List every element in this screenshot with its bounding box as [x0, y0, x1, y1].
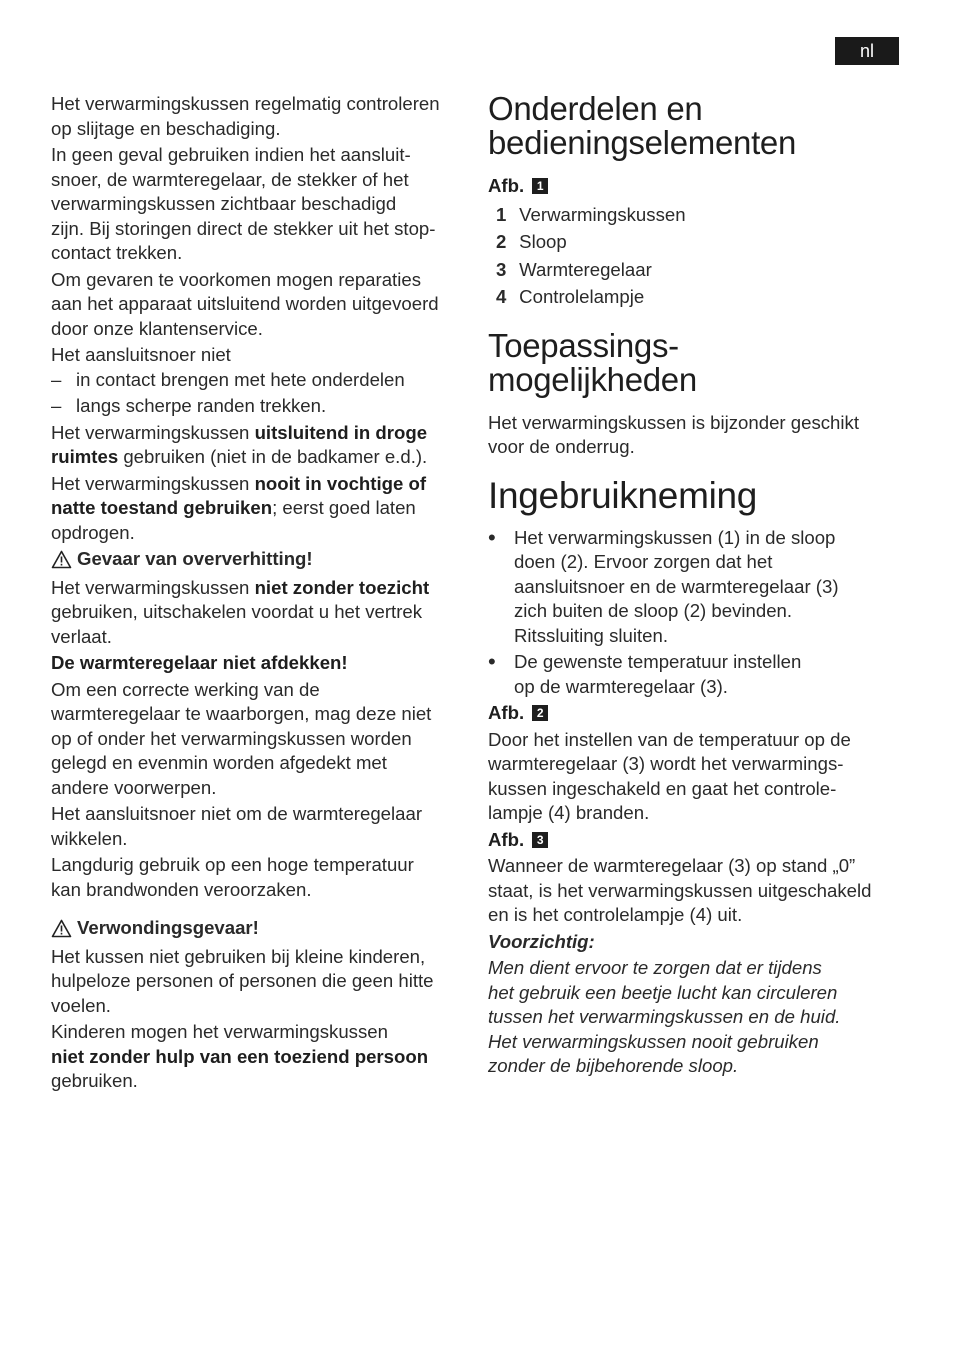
warning-text: Gevaar van oververhitting!	[77, 548, 313, 569]
paragraph-correct-operation	[51, 678, 466, 801]
warning-injury	[51, 916, 466, 941]
text-line: Ritssluiting sluiten.	[514, 624, 668, 646]
heading-commissioning: Ingebruikneming	[488, 474, 758, 516]
text-line: wikkelen.	[51, 827, 128, 849]
heading-line: bedieningselementen	[488, 124, 797, 161]
list-item	[488, 526, 898, 649]
list-item	[488, 258, 898, 283]
list-item	[488, 285, 898, 310]
text-line: snoer, de warmteregelaar, de stekker of het	[51, 168, 409, 190]
text-line: Om een correcte werking van de	[51, 678, 320, 700]
bold-text: nooit in vochtige of	[254, 472, 427, 494]
text-run: Het verwarmingskussen	[51, 576, 255, 598]
text-line: aan het apparaat uitsluitend worden uitgevoerd	[51, 293, 439, 314]
figure-number-box: 1	[532, 178, 548, 194]
text-line: op slijtage en beschadiging.	[51, 117, 281, 139]
list-item	[488, 650, 898, 699]
text-line: De gewenste temperatuur instellen	[514, 651, 802, 672]
steps-list	[488, 526, 898, 700]
figure-label: Afb.	[488, 702, 525, 723]
paragraph-wrap-cord	[51, 802, 466, 851]
text-line: warmteregelaar te waarborgen, mag deze niet	[51, 703, 432, 724]
text-line: Het verwarmingskussen nooit gebruiken	[488, 1030, 819, 1052]
text-line: gebruiken.	[51, 1070, 138, 1091]
figure-label: Afb.	[488, 175, 525, 196]
paragraph-fig3	[488, 854, 898, 928]
heading-do-not-cover	[51, 651, 466, 676]
text-line: verwarmingskussen zichtbaar beschadigd	[51, 193, 397, 214]
figure-label: Afb.	[488, 828, 525, 850]
text-line: Het kussen niet gebruiken bij kleine kinderen,	[51, 945, 426, 967]
item-label: Controlelampje	[519, 286, 645, 307]
paragraph-fig2	[488, 728, 898, 826]
text-line: zonder de bijbehorende sloop.	[488, 1055, 739, 1076]
item-label: Warmteregelaar	[519, 258, 652, 280]
text-line: Om gevaren te voorkomen mogen reparaties	[51, 268, 421, 290]
item-number: 4	[496, 286, 507, 307]
text-line: staat, is het verwarmingskussen uitgeschakeld	[488, 879, 872, 901]
item-number: 1	[496, 203, 507, 225]
warning-overheating	[51, 547, 466, 572]
warning-triangle-icon	[51, 919, 72, 938]
text-line: Wanneer de warmteregelaar (3) op stand „0”	[488, 855, 856, 876]
text-line: tussen het verwarmingskussen en de huid.	[488, 1006, 841, 1027]
heading-line: Toepassings-	[488, 326, 679, 364]
text-run: ; eerst goed laten	[272, 497, 416, 518]
paragraph-burns	[51, 853, 466, 902]
text-line: het gebruik een beetje lucht kan circuleren	[488, 981, 838, 1003]
text-line: Het verwarmingskussen is bijzonder geschikt	[488, 411, 859, 433]
left-column	[51, 92, 466, 1096]
paragraph-supervision	[51, 576, 466, 650]
text-line: op of onder het verwarmingskussen worden	[51, 727, 412, 749]
list-item	[488, 230, 898, 255]
heading-line: mogelijkheden	[488, 360, 697, 398]
text-line: andere voorwerpen.	[51, 776, 217, 798]
parts-list	[488, 203, 898, 310]
text-run: Het verwarmingskussen	[51, 472, 255, 494]
text-line: op de warmteregelaar (3).	[514, 675, 728, 697]
right-column	[488, 92, 898, 1079]
text-run: Het verwarmingskussen	[51, 421, 255, 443]
paragraph-cord-intro: Het aansluitsnoer niet	[51, 344, 231, 365]
text-line: Langdurig gebruik op een hoge temperatuur	[51, 854, 414, 875]
figure-ref-1	[488, 174, 898, 199]
figure-number-box: 3	[532, 832, 548, 848]
dash-item: – in contact brengen met hete onderdelen	[51, 368, 466, 393]
warning-triangle-icon	[51, 550, 72, 569]
heading-parts	[488, 92, 898, 160]
text-line: zijn. Bij storingen direct de stekker uit het stop-	[51, 217, 436, 239]
heading-applications	[488, 326, 898, 398]
text-line: Kinderen mogen het verwarmingskussen	[51, 1021, 388, 1042]
paragraph-dry-rooms	[51, 421, 466, 470]
text-line: Het verwarmingskussen regelmatig controleren	[51, 93, 440, 114]
text-line: gelegd en evenmin worden afgedekt met	[51, 752, 387, 773]
text-line: lampje (4) branden.	[488, 802, 650, 823]
text-run: gebruiken (niet in de badkamer e.d.).	[118, 446, 428, 467]
item-number: 2	[496, 231, 507, 252]
paragraph-repairs	[51, 268, 466, 342]
bold-text: De warmteregelaar niet afdekken!	[51, 652, 348, 673]
caution-heading: Voorzichtig:	[488, 930, 595, 952]
paragraph-children	[51, 945, 466, 1019]
text-line: en is het controlelampje (4) uit.	[488, 904, 743, 925]
item-label: Verwarmingskussen	[519, 203, 686, 225]
text-line: hulpeloze personen of personen die geen hitte	[51, 970, 434, 991]
text-line: kan brandwonden veroorzaken.	[51, 878, 312, 900]
text-line: door onze klantenservice.	[51, 317, 263, 339]
figure-number-box: 2	[532, 705, 548, 721]
paragraph-damage	[51, 143, 466, 266]
text-line: warmteregelaar (3) wordt het verwarmings-	[488, 753, 844, 774]
text-line: voor de onderrug.	[488, 436, 635, 457]
list-item	[488, 203, 898, 228]
text-line: In geen geval gebruiken indien het aansluit-	[51, 144, 411, 165]
paragraph-check-wear	[51, 92, 466, 141]
figure-ref-3	[488, 828, 898, 853]
text-line: gebruiken, uitschakelen voordat u het vertrek	[51, 601, 423, 622]
language-tab: nl	[835, 37, 899, 65]
bold-text: natte toestand gebruiken	[51, 497, 273, 518]
text-line: Door het instellen van de temperatuur op de	[488, 728, 851, 750]
item-label: Sloop	[519, 231, 567, 252]
bold-text: uitsluitend in droge	[254, 421, 428, 443]
text-line: zich buiten de sloop (2) bevinden.	[514, 600, 793, 621]
text-line: Het verwarmingskussen (1) in de sloop	[514, 526, 836, 548]
dash-item: – langs scherpe randen trekken.	[51, 394, 466, 419]
figure-ref-2	[488, 701, 898, 726]
text-line: contact trekken.	[51, 242, 183, 263]
text-run: opdrogen.	[51, 521, 135, 543]
bold-text: niet zonder toezicht	[254, 576, 430, 598]
text-line: doen (2). Ervoor zorgen dat het	[514, 551, 773, 572]
heading-line: Onderdelen en	[488, 90, 703, 127]
text-line: Men dient ervoor te zorgen dat er tijdens	[488, 957, 822, 978]
warning-text: Verwondingsgevaar!	[77, 917, 259, 938]
paragraph-use	[488, 411, 898, 460]
paragraph-not-wet	[51, 472, 466, 546]
text-line: verlaat.	[51, 625, 112, 647]
bold-text: ruimtes	[51, 446, 119, 467]
paragraph-children-help	[51, 1020, 466, 1094]
text-line: aansluitsnoer en de warmteregelaar (3)	[514, 575, 839, 597]
caution-text	[488, 956, 898, 1079]
item-number: 3	[496, 258, 507, 280]
text-line: voelen.	[51, 994, 111, 1016]
text-line: kussen ingeschakeld en gaat het controle-	[488, 777, 837, 799]
text-line: Het aansluitsnoer niet om de warmteregelaar	[51, 803, 423, 824]
bold-text: niet zonder hulp van een toeziend persoon	[51, 1045, 429, 1067]
